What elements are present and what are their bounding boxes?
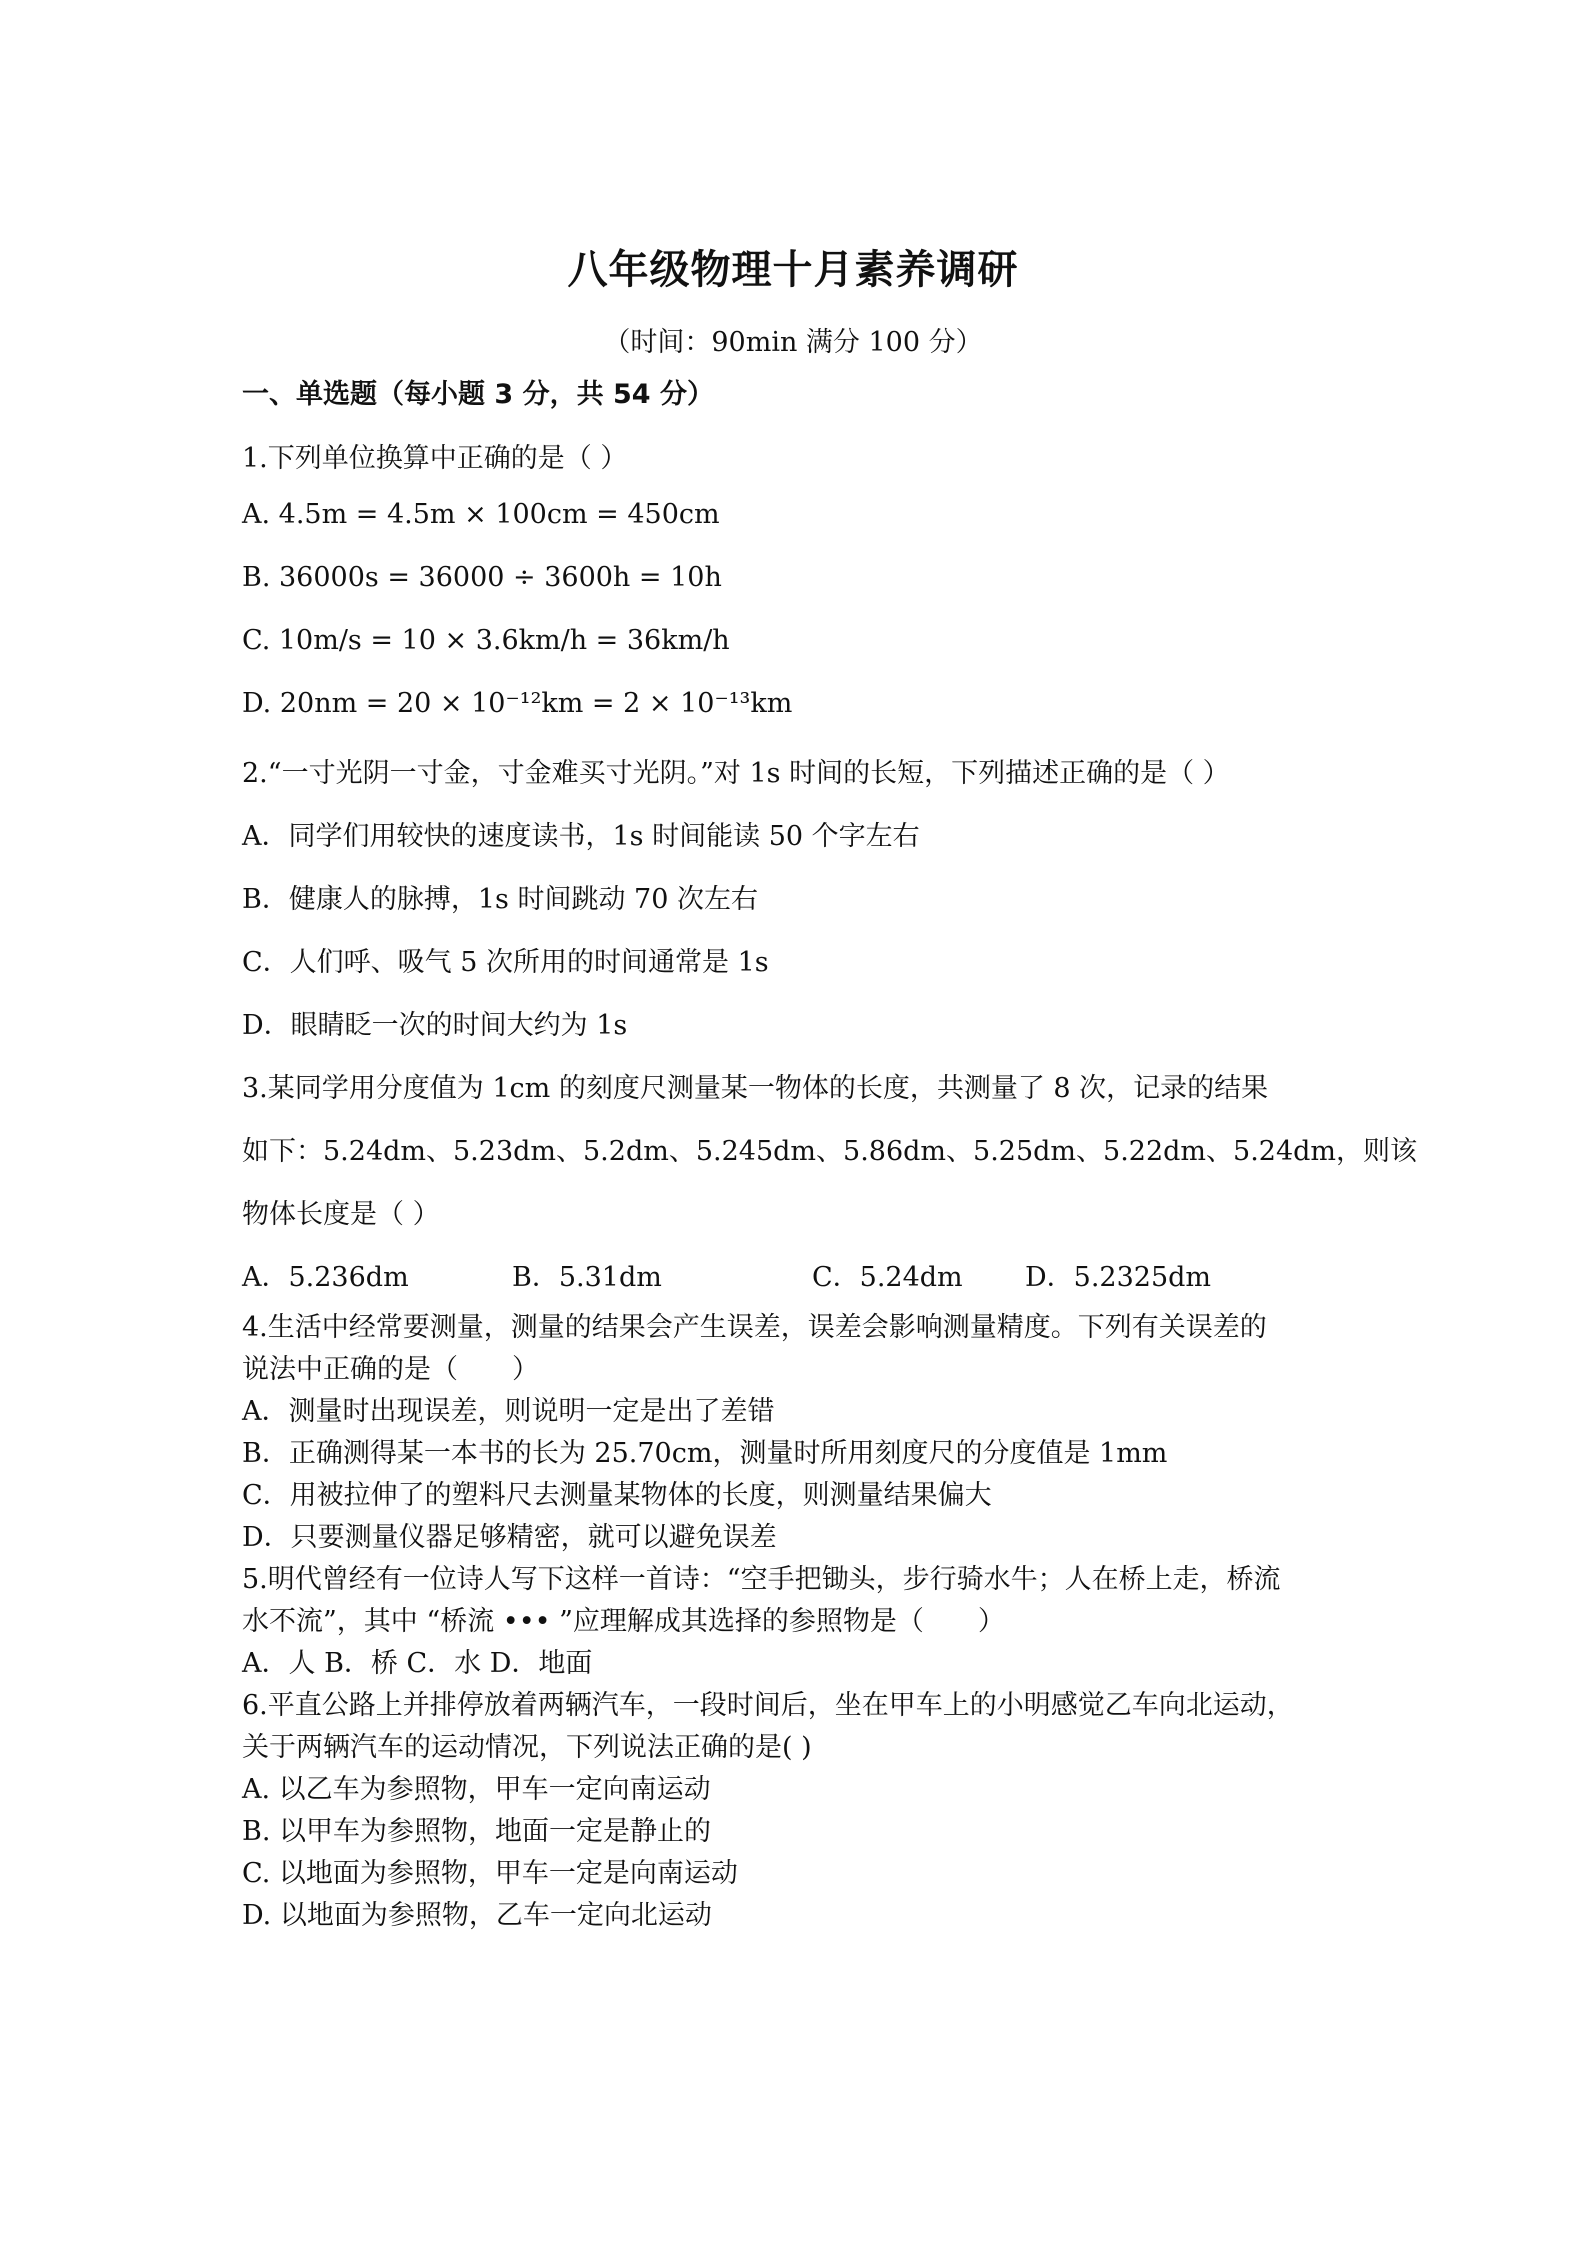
q5-stem-line2: 水不流”，其中 “桥流 ••• ”应理解成其选择的参照物是（ ） [242, 1606, 1005, 1637]
q5-stem-line1: 5.明代曾经有一位诗人写下这样一首诗：“空手把锄头，步行骑水牛；人在桥上走，桥流 [242, 1564, 1281, 1595]
q1-option-a: A. 4.5m = 4.5m × 100cm = 450cm [242, 499, 720, 530]
q4-option-d: D．只要测量仪器足够精密，就可以避免误差 [242, 1522, 777, 1553]
q3-option-b: B．5.31dm [512, 1262, 662, 1293]
q2-option-d: D．眼睛眨一次的时间大约为 1s [242, 1010, 628, 1041]
q2-option-a: A．同学们用较快的速度读书，1s 时间能读 50 个字左右 [242, 821, 920, 852]
q3-option-d: D．5.2325dm [1025, 1262, 1212, 1293]
q1-option-b: B. 36000s = 36000 ÷ 3600h = 10h [242, 562, 722, 593]
q3-stem-line2: 如下：5.24dm、5.23dm、5.2dm、5.245dm、5.86dm、5.25dm、5.22dm、5.24dm，则该 [242, 1136, 1418, 1167]
q2-stem: 2.“一寸光阴一寸金，寸金难买寸光阴。”对 1s 时间的长短，下列描述正确的是（ ） [242, 758, 1230, 789]
q3-stem-line1: 3.某同学用分度值为 1cm 的刻度尺测量某一物体的长度，共测量了 8 次，记录的结果 [242, 1073, 1269, 1104]
q4-stem-line2: 说法中正确的是（ ） [242, 1354, 539, 1385]
q1-stem: 1.下列单位换算中正确的是（ ） [242, 443, 628, 474]
q1-option-c: C. 10m/s = 10 × 3.6km/h = 36km/h [242, 625, 730, 656]
section-heading: 一、单选题（每小题 3 分，共 54 分） [242, 379, 714, 410]
page-title: 八年级物理十月素养调研 [567, 247, 1019, 293]
q1-option-d: D. 20nm = 20 × 10⁻¹²km = 2 × 10⁻¹³km [242, 688, 793, 719]
q6-option-c: C. 以地面为参照物，甲车一定是向南运动 [242, 1858, 738, 1889]
exam-info: （时间：90min 满分 100 分） [603, 327, 983, 358]
q4-option-b: B．正确测得某一本书的长为 25.70cm，测量时所用刻度尺的分度值是 1mm [242, 1438, 1168, 1469]
q2-option-b: B．健康人的脉搏，1s 时间跳动 70 次左右 [242, 884, 758, 915]
q5-options: A．人 B．桥 C．水 D．地面 [242, 1648, 593, 1679]
q6-stem-line1: 6.平直公路上并排停放着两辆汽车，一段时间后，坐在甲车上的小明感觉乙车向北运动， [242, 1690, 1294, 1721]
q3-stem-line3: 物体长度是（ ） [242, 1199, 440, 1230]
q2-option-c: C．人们呼、吸气 5 次所用的时间通常是 1s [242, 947, 769, 978]
q4-option-c: C．用被拉伸了的塑料尺去测量某物体的长度，则测量结果偏大 [242, 1480, 992, 1511]
q6-option-d: D. 以地面为参照物，乙车一定向北运动 [242, 1900, 712, 1931]
q3-option-c: C．5.24dm [812, 1262, 963, 1293]
q4-stem-line1: 4.生活中经常要测量，测量的结果会产生误差，误差会影响测量精度。下列有关误差的 [242, 1312, 1267, 1343]
q3-option-a: A．5.236dm [242, 1262, 409, 1293]
q6-stem-line2: 关于两辆汽车的运动情况，下列说法正确的是( ) [242, 1732, 812, 1763]
q6-option-a: A. 以乙车为参照物，甲车一定向南运动 [242, 1774, 711, 1805]
q4-option-a: A．测量时出现误差，则说明一定是出了差错 [242, 1396, 775, 1427]
q6-option-b: B. 以甲车为参照物，地面一定是静止的 [242, 1816, 712, 1847]
q3-options [242, 1255, 1342, 1293]
